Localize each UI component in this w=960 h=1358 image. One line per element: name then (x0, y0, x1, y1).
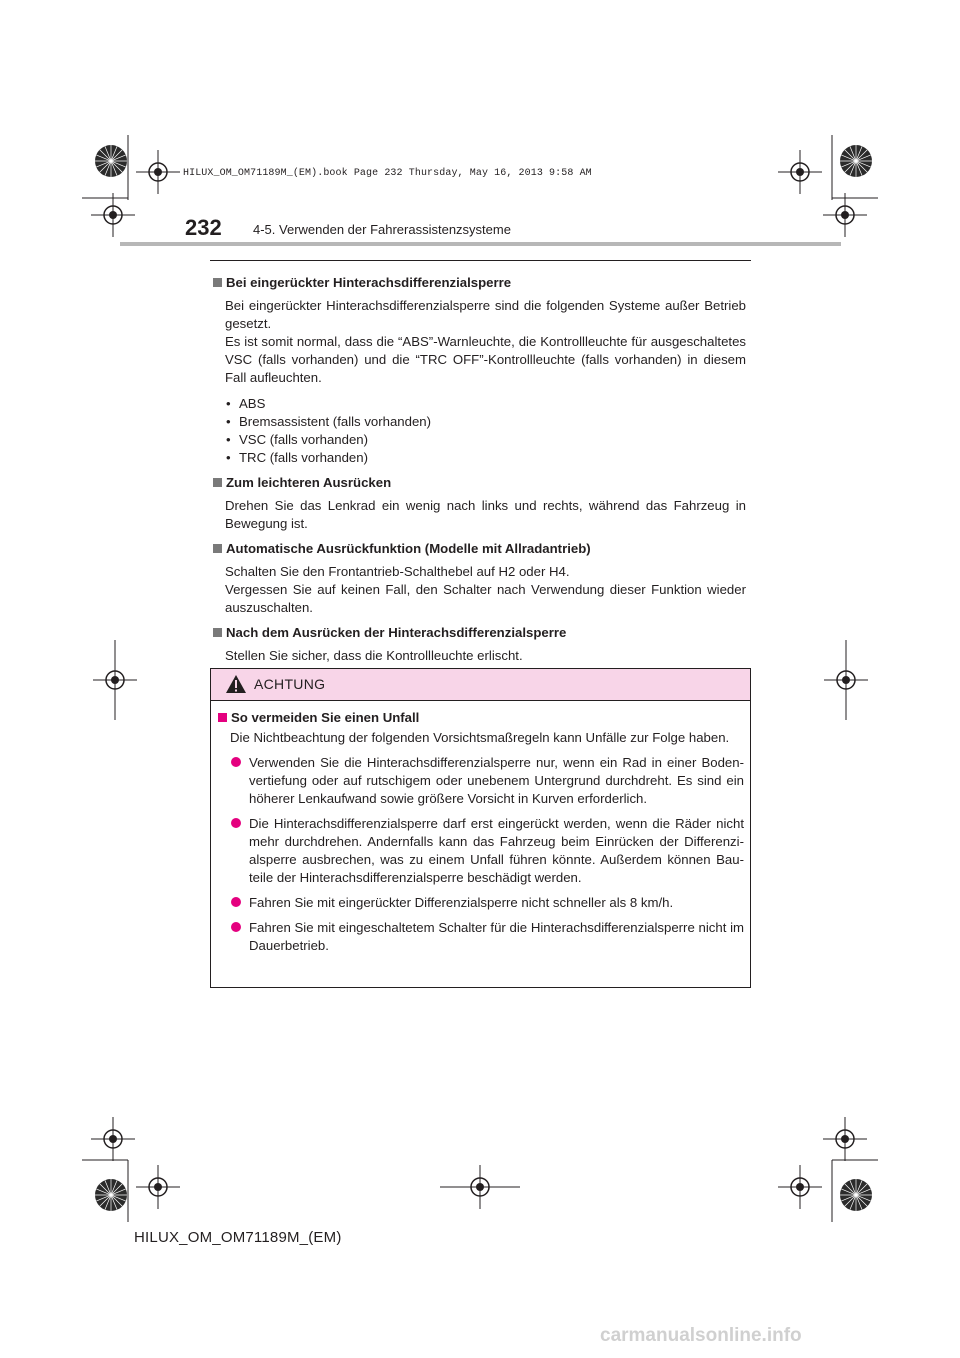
paragraph: Es ist somit normal, dass die “ABS”-Warnleuchte, die Kontrollleuchte für ausgeschaltetes VSC (falls vorhanden) und die “TRC OFF”-Kontrollleuchte (falls vorhanden) in diesem Fall aufleuchten. (225, 334, 746, 385)
warning-item: Fahren Sie mit eingerückter Differenzialsperre nicht schneller als 8 km/h. (231, 894, 744, 912)
disabled-systems-list (212, 395, 746, 467)
list-item: • Bremsassistent (falls vorhanden) (225, 413, 746, 431)
registration-mark-icon (823, 193, 867, 237)
registration-mark-icon (136, 150, 180, 194)
warning-header (211, 669, 750, 701)
registration-mark-icon (778, 1165, 822, 1209)
starburst-icon (95, 1179, 127, 1211)
section-easier-disengage (212, 474, 746, 533)
warning-box (210, 668, 751, 988)
paragraph: Bei eingerückter Hinterachsdifferenzialsperre sind die folgenden Systeme außer Betrieb gesetzt. (225, 298, 746, 331)
registration-mark-icon (91, 1117, 135, 1161)
header-divider (120, 242, 841, 246)
registration-mark-icon (458, 1165, 502, 1209)
section-auto-disengage (212, 540, 746, 617)
list-item: • VSC (falls vorhanden) (225, 431, 746, 449)
paragraph: Drehen Sie das Lenkrad ein wenig nach links und rechts, während das Fahrzeug in Bewegung ist. (225, 498, 746, 531)
registration-mark-icon (823, 1117, 867, 1161)
list-item: • TRC (falls vorhanden) (225, 449, 746, 467)
registration-mark-icon (778, 150, 822, 194)
warning-label: ACHTUNG (254, 676, 326, 692)
section-heading: Nach dem Ausrücken der Hinterachsdifferenzialsperre (212, 624, 746, 642)
starburst-icon (840, 1179, 872, 1211)
page-number: 232 (185, 215, 222, 240)
main-content (212, 268, 746, 665)
registration-mark-icon (136, 1165, 180, 1209)
section-title: 4-5. Verwenden der Fahrerassistenzsysteme (253, 222, 511, 237)
warning-body (217, 709, 744, 962)
registration-mark-icon (91, 193, 135, 237)
crop-header: HILUX_OM_OM71189M_(EM).book Page 232 Thursday, May 16, 2013 9:58 AM (183, 168, 592, 179)
starburst-icon (95, 145, 127, 177)
section-differential-engaged (212, 274, 746, 467)
warning-item: Die Hinterachsdifferenzialsperre darf erst eingerückt werden, wenn die Räder nicht mehr durchdrehen. Andernfalls kann das Fahrzeug beim Einrücken der Differenzialsperre ausbrechen, was zu einem Unfall führen könnte. Außerdem können Bauteile der Hinterachsdifferenzialsperre beschädigt werden. (231, 815, 744, 887)
warning-heading: So vermeiden Sie einen Unfall (217, 709, 744, 727)
section-after-disengage (212, 624, 746, 665)
registration-mark-icon (93, 658, 137, 702)
list-item: • ABS (225, 395, 746, 413)
paragraph: Vergessen Sie auf keinen Fall, den Schalter nach Verwendung dieser Funktion wieder auszuschalten. (225, 582, 746, 615)
content-rule (210, 260, 751, 261)
warning-triangle-icon (225, 674, 247, 694)
footer-document-code: HILUX_OM_OM71189M_(EM) (134, 1229, 342, 1246)
paragraph: Schalten Sie den Frontantrieb-Schalthebel auf H2 oder H4. (225, 564, 570, 579)
warning-list (217, 754, 744, 955)
starburst-icon (840, 145, 872, 177)
section-heading: Bei eingerückter Hinterachsdifferenzialsperre (212, 274, 746, 292)
paragraph: Stellen Sie sicher, dass die Kontrollleuchte erlischt. (225, 648, 523, 663)
registration-mark-icon (824, 658, 868, 702)
watermark: carmanualsonline.info (600, 1325, 802, 1346)
warning-intro: Die Nichtbeachtung der folgenden Vorsichtsmaßregeln kann Unfälle zur Folge haben. (230, 730, 730, 745)
warning-item: Verwenden Sie die Hinterachsdifferenzialsperre nur, wenn ein Rad in einer Bodenvertiefung oder auf rutschigem oder unebenem Untergrund durchdreht. Es sind ein höherer Lenkaufwand sowie größere Vorsicht in Kurven erforderlich. (231, 754, 744, 808)
section-heading: Zum leichteren Ausrücken (212, 474, 746, 492)
section-heading: Automatische Ausrückfunktion (Modelle mit Allradantrieb) (212, 540, 746, 558)
warning-item: Fahren Sie mit eingeschaltetem Schalter für die Hinterachsdifferenzialsperre nicht im Dauerbetrieb. (231, 919, 744, 955)
